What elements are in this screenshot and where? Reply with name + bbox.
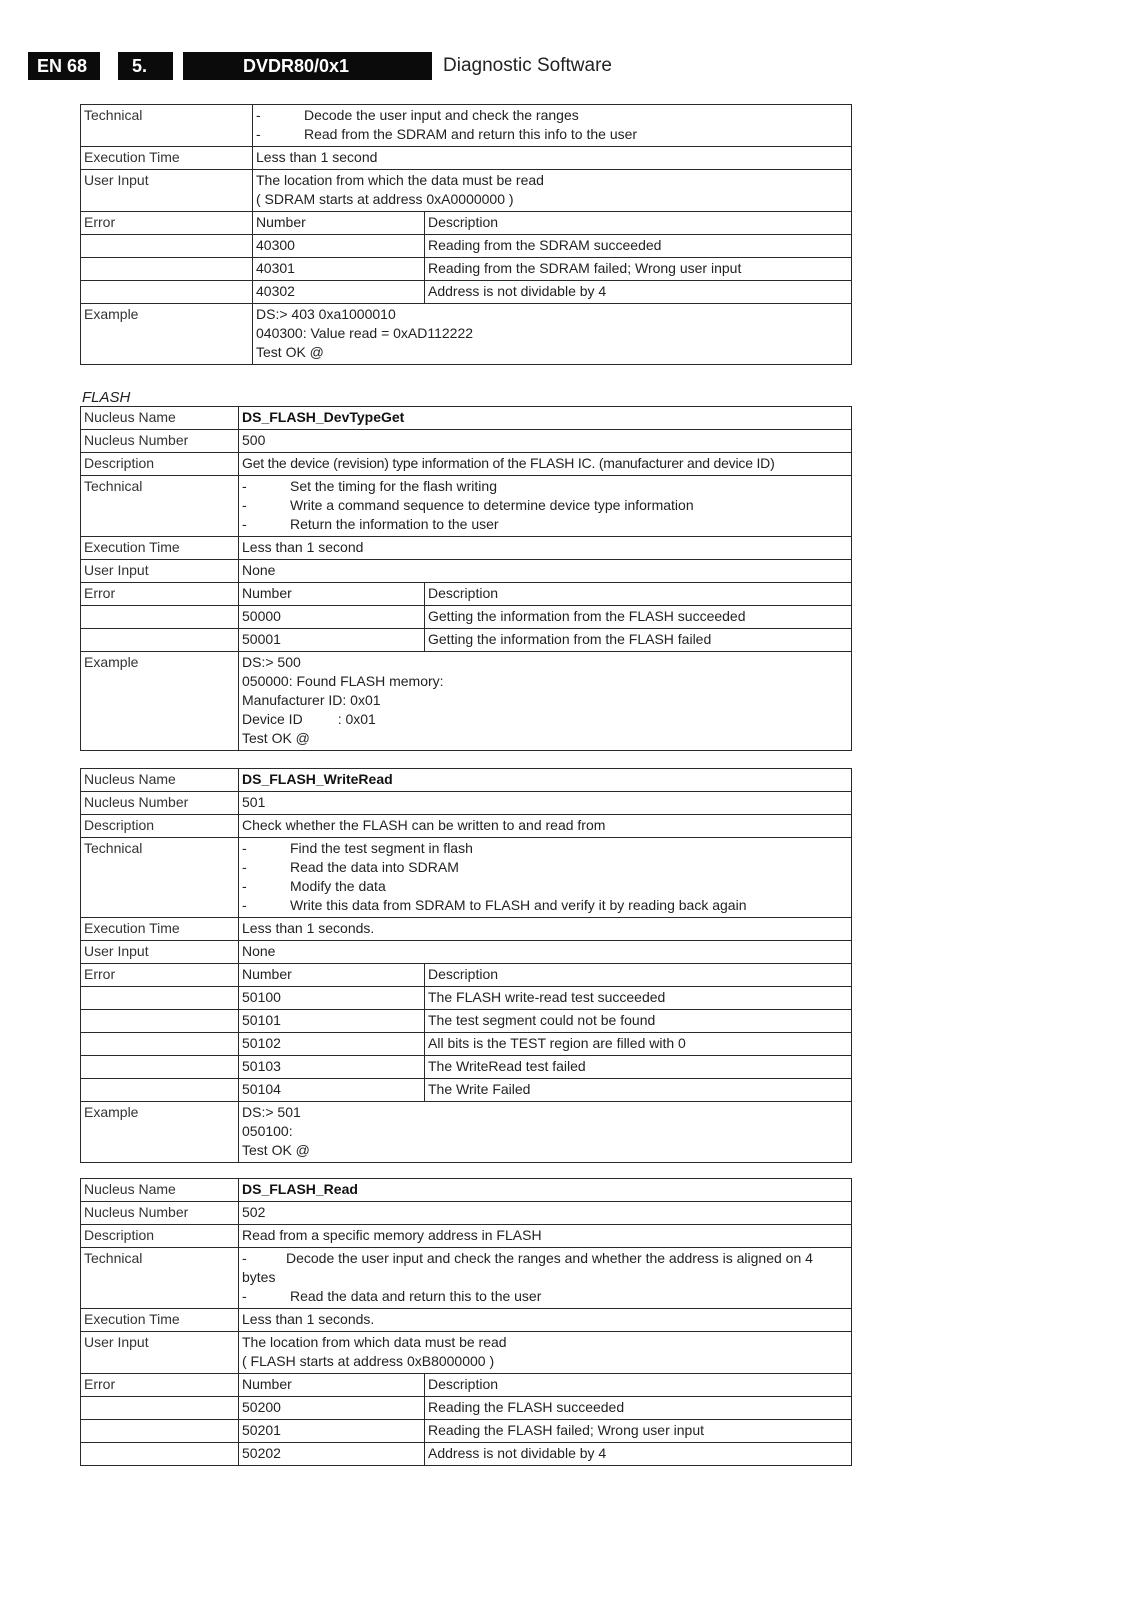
description-column-header: Description (425, 583, 852, 606)
row-label: User Input (81, 170, 253, 212)
row-label: Nucleus Name (81, 407, 239, 430)
page-title: Diagnostic Software (443, 55, 612, 76)
technical-row (81, 1248, 852, 1309)
description-row (81, 815, 852, 838)
row-label: User Input (81, 1332, 239, 1374)
list-item: - Write this data from SDRAM to FLASH and verify it by reading back again (242, 897, 747, 913)
example-value: DS:> 501 050100: Test OK @ (239, 1102, 852, 1163)
user-input-value: The location from which data must be read ( FLASH starts at address 0xB8000000 ) (239, 1332, 852, 1374)
table-row: 50000 Getting the information from the FLASH succeeded (81, 606, 852, 629)
execution-time-row (81, 537, 852, 560)
error-header-row (81, 212, 852, 235)
execution-time-row (81, 147, 852, 170)
row-label: Nucleus Number (81, 792, 239, 815)
table-row: 50200 Reading the FLASH succeeded (81, 1397, 852, 1420)
description-value: Read from a specific memory address in FLASH (239, 1225, 852, 1248)
nucleus-number-row (81, 430, 852, 453)
flash-writeread-table (80, 768, 852, 1163)
description-value: Get the device (revision) type information of the FLASH IC. (manufacturer and device ID) (239, 453, 852, 476)
number-column-header: Number (253, 212, 425, 235)
description-column-header: Description (425, 1374, 852, 1397)
description-column-header: Description (425, 964, 852, 987)
row-label: Example (81, 1102, 239, 1163)
nucleus-name-value: DS_FLASH_WriteRead (239, 769, 852, 792)
nucleus-name-row (81, 769, 852, 792)
row-label: Error (81, 964, 239, 987)
row-label: Execution Time (81, 147, 253, 170)
error-header-row (81, 1374, 852, 1397)
execution-time-value: Less than 1 seconds. (239, 1309, 852, 1332)
row-label: Nucleus Number (81, 1202, 239, 1225)
number-column-header: Number (239, 1374, 425, 1397)
list-item: - Decode the user input and check the ranges (256, 107, 579, 123)
technical-value (239, 476, 852, 537)
row-label: Description (81, 815, 239, 838)
list-item: - Read from the SDRAM and return this info to the user (256, 126, 638, 142)
row-label: Execution Time (81, 918, 239, 941)
list-item: - Find the test segment in flash (242, 840, 473, 856)
row-label: Execution Time (81, 537, 239, 560)
technical-row (81, 838, 852, 918)
list-item: - Set the timing for the flash writing (242, 478, 497, 494)
row-label: Error (81, 1374, 239, 1397)
user-input-row (81, 560, 852, 583)
row-label: Technical (81, 476, 239, 537)
sdram-read-table (80, 104, 852, 365)
number-column-header: Number (239, 964, 425, 987)
row-label: Technical (81, 105, 253, 147)
example-value: DS:> 403 0xa1000010 040300: Value read = 0xAD112222 Test OK @ (253, 304, 852, 365)
list-item: - Read the data and return this to the user (242, 1288, 542, 1304)
table-row: 50100 The FLASH write-read test succeeded (81, 987, 852, 1010)
description-row (81, 453, 852, 476)
table-row: 50103 The WriteRead test failed (81, 1056, 852, 1079)
row-label: Technical (81, 838, 239, 918)
technical-value (239, 838, 852, 918)
technical-value (253, 105, 852, 147)
error-header-row (81, 583, 852, 606)
nucleus-number-value: 501 (239, 792, 852, 815)
list-item: - Modify the data (242, 878, 386, 894)
user-input-row (81, 941, 852, 964)
row-label: Description (81, 453, 239, 476)
execution-time-value: Less than 1 second (239, 537, 852, 560)
table-row: 40300 Reading from the SDRAM succeeded (81, 235, 852, 258)
page-number-label: EN 68 (28, 52, 100, 80)
nucleus-name-value: DS_FLASH_Read (239, 1179, 852, 1202)
execution-time-row (81, 918, 852, 941)
example-row (81, 1102, 852, 1163)
user-input-row (81, 170, 852, 212)
table-row: 50201 Reading the FLASH failed; Wrong user input (81, 1420, 852, 1443)
row-label: Nucleus Number (81, 430, 239, 453)
list-item: - Decode the user input and check the ranges and whether the address is aligned on 4 bytes (242, 1250, 813, 1285)
model-label: DVDR80/0x1 (183, 52, 432, 80)
user-input-value: The location from which the data must be read ( SDRAM starts at address 0xA0000000 ) (253, 170, 852, 212)
section-number-label: 5. (118, 52, 173, 80)
table-row: 40302 Address is not dividable by 4 (81, 281, 852, 304)
nucleus-number-value: 500 (239, 430, 852, 453)
description-column-header: Description (425, 212, 852, 235)
example-row (81, 304, 852, 365)
technical-value (239, 1248, 852, 1309)
flash-read-table (80, 1178, 852, 1466)
user-input-row (81, 1332, 852, 1374)
nucleus-number-value: 502 (239, 1202, 852, 1225)
table-row: 40301 Reading from the SDRAM failed; Wrong user input (81, 258, 852, 281)
nucleus-name-row (81, 1179, 852, 1202)
row-label: Nucleus Name (81, 1179, 239, 1202)
row-label: User Input (81, 941, 239, 964)
row-label: Nucleus Name (81, 769, 239, 792)
error-header-row (81, 964, 852, 987)
execution-time-value: Less than 1 second (253, 147, 852, 170)
table-row: 50102 All bits is the TEST region are filled with 0 (81, 1033, 852, 1056)
table-row: 50001 Getting the information from the FLASH failed (81, 629, 852, 652)
example-value: DS:> 500 050000: Found FLASH memory: Manufacturer ID: 0x01 Device ID : 0x01 Test OK @ (239, 652, 852, 751)
technical-row (81, 105, 852, 147)
list-item: - Read the data into SDRAM (242, 859, 459, 875)
nucleus-number-row (81, 792, 852, 815)
row-label: Error (81, 212, 253, 235)
table-row: 50104 The Write Failed (81, 1079, 852, 1102)
row-label: Example (81, 652, 239, 751)
section-heading: FLASH (82, 389, 131, 406)
execution-time-value: Less than 1 seconds. (239, 918, 852, 941)
list-item: - Write a command sequence to determine device type information (242, 497, 694, 513)
number-column-header: Number (239, 583, 425, 606)
row-label: Description (81, 1225, 239, 1248)
description-value: Check whether the FLASH can be written to and read from (239, 815, 852, 838)
execution-time-row (81, 1309, 852, 1332)
flash-devtype-table (80, 406, 852, 751)
description-row (81, 1225, 852, 1248)
row-label: Error (81, 583, 239, 606)
row-label: Execution Time (81, 1309, 239, 1332)
row-label: User Input (81, 560, 239, 583)
table-row: 50202 Address is not dividable by 4 (81, 1443, 852, 1466)
table-row: 50101 The test segment could not be found (81, 1010, 852, 1033)
nucleus-number-row (81, 1202, 852, 1225)
user-input-value: None (239, 560, 852, 583)
nucleus-name-value: DS_FLASH_DevTypeGet (239, 407, 852, 430)
row-label: Example (81, 304, 253, 365)
user-input-value: None (239, 941, 852, 964)
example-row (81, 652, 852, 751)
technical-row (81, 476, 852, 537)
nucleus-name-row (81, 407, 852, 430)
row-label: Technical (81, 1248, 239, 1309)
list-item: - Return the information to the user (242, 516, 499, 532)
